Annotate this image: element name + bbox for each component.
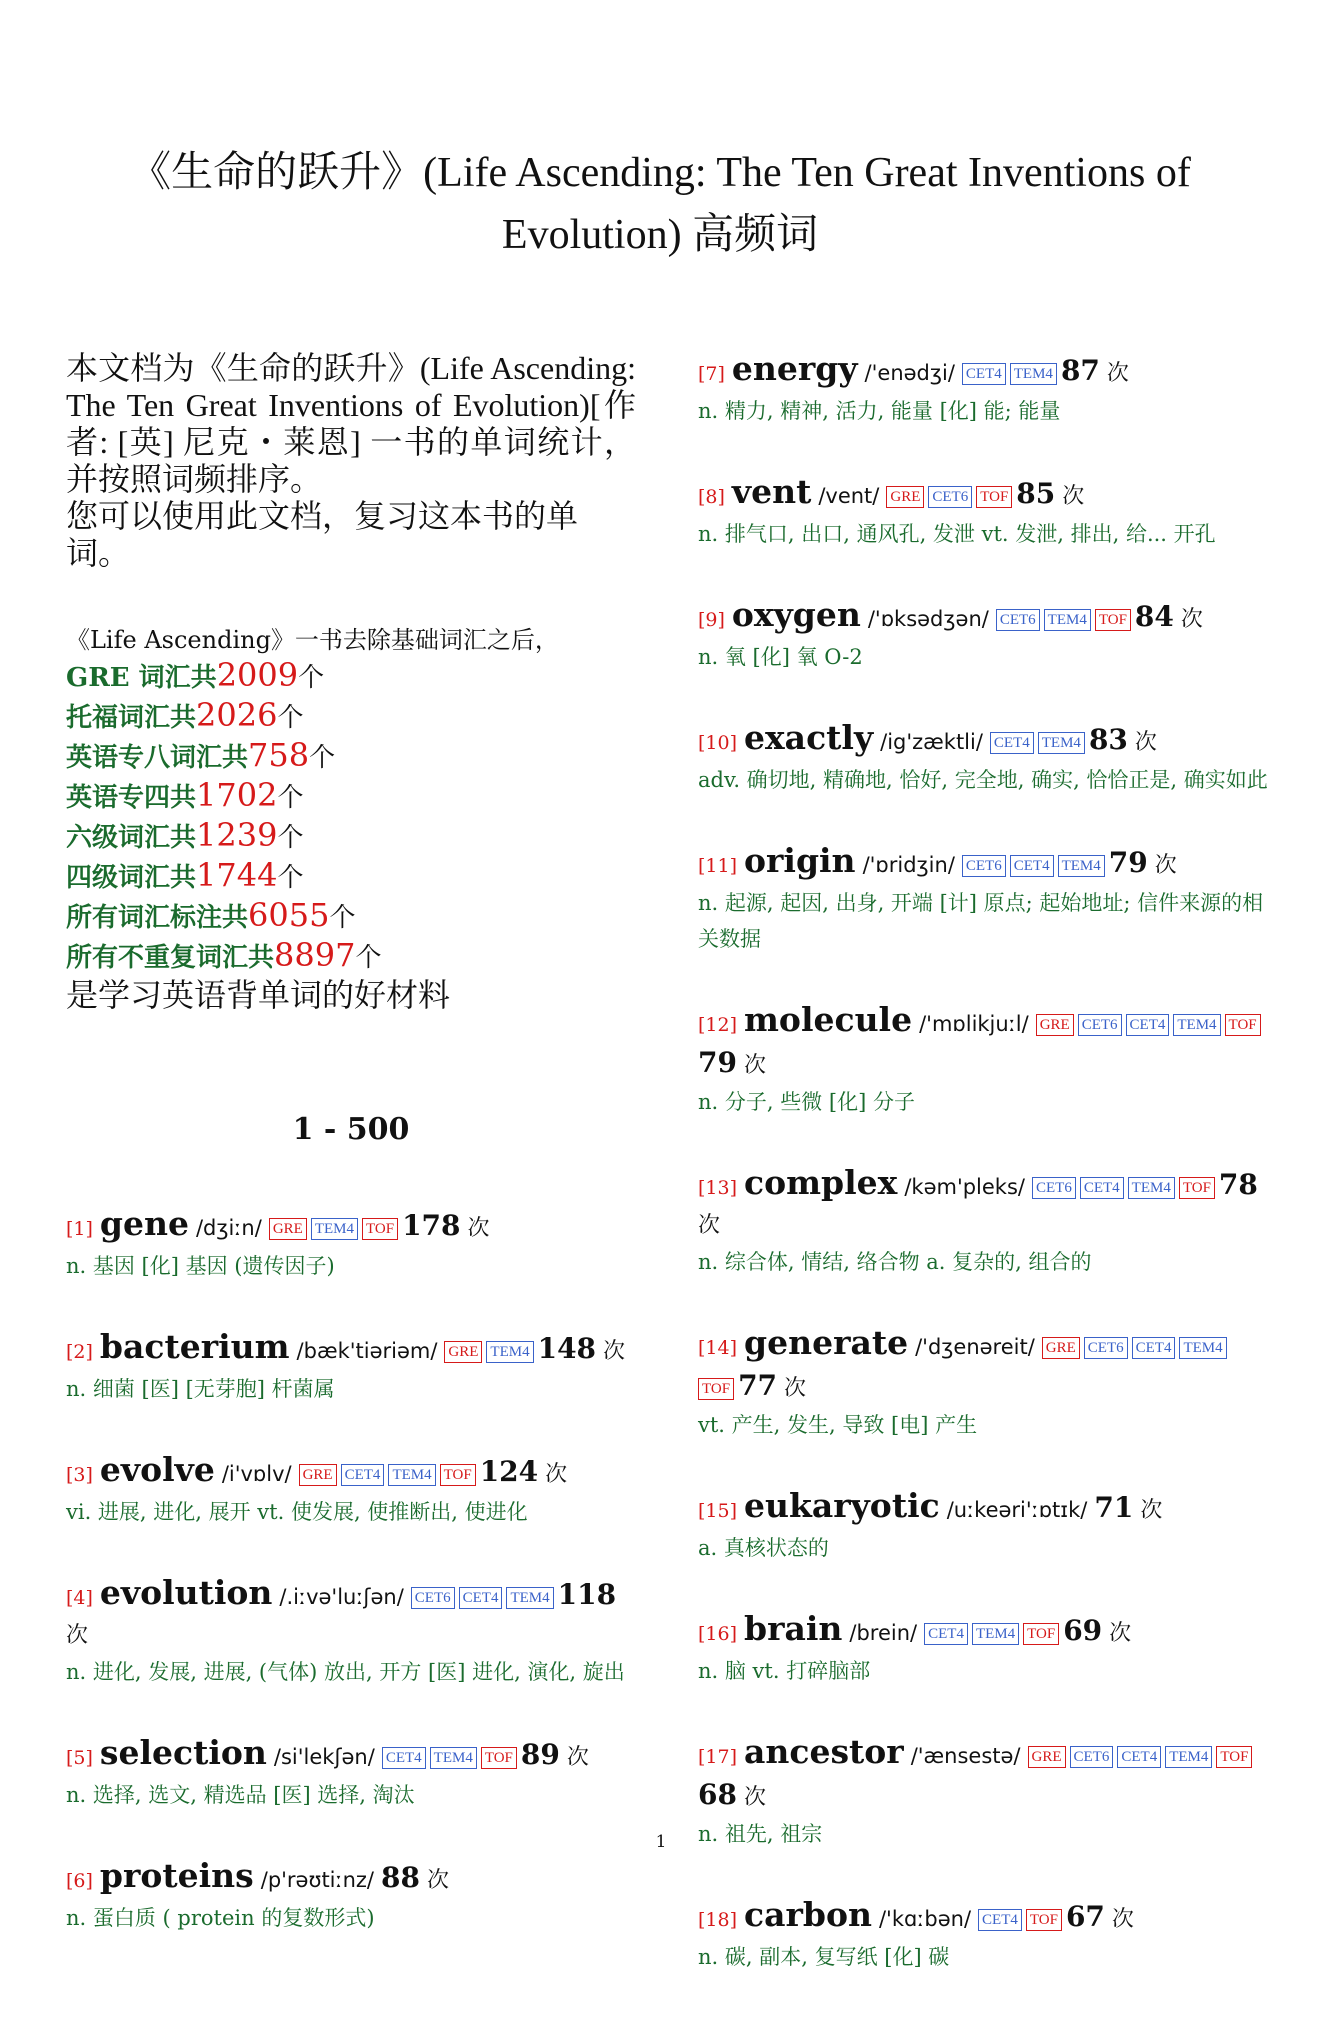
entry-index: [15] (698, 1500, 738, 1522)
entry-definition: adv. 确切地, 精确地, 恰好, 完全地, 确实, 恰恰正是, 确实如此 (698, 768, 1268, 792)
entry-count-unit: 次 (566, 1745, 589, 1770)
stat-value: 8897 (274, 936, 356, 974)
entry-definition: n. 分子, 些微 [化] 分子 (698, 1090, 915, 1114)
entry-count: 67 (1065, 1900, 1105, 1933)
closing-line: 是学习英语背单词的好材料 (66, 977, 451, 1013)
entry-word: carbon (744, 1895, 872, 1934)
word-entry (698, 842, 1270, 957)
word-entry (698, 719, 1270, 798)
exam-tag-cet4: CET4 (1126, 1014, 1170, 1036)
entry-definition: n. 蛋白质 ( protein 的复数形式) (66, 1906, 375, 1930)
word-entry (66, 1574, 636, 1690)
entry-count-unit: 次 (1062, 484, 1085, 509)
exam-tag-gre: GRE (1036, 1014, 1074, 1036)
entry-definition: vi. 进展, 进化, 展开 vt. 使发展, 使推断出, 使进化 (66, 1500, 528, 1524)
entry-head (66, 1451, 636, 1494)
exam-tag-tof: TOF (1216, 1746, 1252, 1768)
entry-head (698, 1733, 1270, 1816)
entry-word: gene (99, 1204, 189, 1243)
entry-head (66, 1857, 636, 1900)
range-heading: 1 - 500 (292, 1112, 410, 1147)
entry-word: evolution (99, 1573, 273, 1612)
stat-value: 758 (248, 736, 310, 774)
stat-row (66, 857, 636, 897)
stat-label: 托福词汇共 (66, 703, 197, 733)
word-entry (698, 1001, 1270, 1120)
exam-tag-gre: GRE (299, 1464, 337, 1486)
entry-definition: n. 祖先, 祖宗 (698, 1822, 823, 1846)
entry-definition: n. 细菌 [医] [无芽胞] 杆菌属 (66, 1377, 335, 1401)
exam-tag-tof: TOF (1095, 609, 1131, 631)
entry-count-unit: 次 (467, 1216, 490, 1241)
entry-head (698, 1001, 1270, 1084)
word-entry (66, 1734, 636, 1813)
exam-tag-cet4: CET4 (1010, 855, 1054, 877)
entry-count-unit: 次 (1140, 1498, 1163, 1523)
entry-index: [2] (66, 1341, 93, 1363)
stat-row (66, 697, 636, 737)
entry-index: [1] (66, 1218, 93, 1240)
entry-count: 88 (381, 1861, 420, 1894)
entry-index: [6] (66, 1870, 93, 1892)
exam-tag-tem4: TEM4 (1179, 1337, 1226, 1359)
entry-definition: n. 氧 [化] 氧 O-2 (698, 645, 863, 669)
entry-head (66, 1574, 636, 1654)
exam-tag-tem4: TEM4 (1010, 363, 1057, 385)
exam-tag-cet4: CET4 (962, 363, 1006, 385)
entry-head (698, 1610, 1270, 1653)
entry-phonetic: /kəm'pleks/ (904, 1175, 1025, 1199)
entry-head (66, 1205, 636, 1248)
stat-row (66, 937, 636, 977)
exam-tag-cet6: CET6 (1070, 1746, 1114, 1768)
exam-tag-cet4: CET4 (1117, 1746, 1161, 1768)
exam-tag-tof: TOF (440, 1464, 476, 1486)
stat-row (66, 737, 636, 777)
entry-definition: n. 精力, 精神, 活力, 能量 [化] 能; 能量 (698, 399, 1061, 423)
exam-tag-gre: GRE (1042, 1337, 1080, 1359)
entry-index: [8] (698, 486, 725, 508)
exam-tag-cet4: CET4 (1132, 1337, 1176, 1359)
stat-row (66, 817, 636, 857)
stat-row (66, 777, 636, 817)
stat-value: 1744 (196, 856, 278, 894)
entry-word: origin (744, 841, 856, 880)
entry-phonetic: /'enədʒi/ (864, 361, 955, 385)
entry-definition: n. 选择, 选文, 精选品 [医] 选择, 淘汰 (66, 1783, 415, 1807)
entry-count-unit: 次 (1109, 1621, 1132, 1646)
exam-tag-tof: TOF (976, 486, 1012, 508)
exam-tag-gre: GRE (269, 1218, 307, 1240)
entry-index: [17] (698, 1746, 738, 1768)
entry-count: 84 (1134, 600, 1174, 633)
entry-index: [5] (66, 1747, 93, 1769)
entry-count-unit: 次 (1106, 361, 1129, 386)
entry-count-unit: 次 (426, 1868, 449, 1893)
word-entry (698, 1324, 1270, 1443)
word-list-right (698, 350, 1270, 1975)
word-entry (66, 1205, 636, 1284)
entry-count: 83 (1088, 723, 1128, 756)
entry-index: [11] (698, 855, 738, 877)
entry-head (698, 473, 1270, 516)
entry-word: brain (744, 1609, 843, 1648)
entry-phonetic: /'dʒenəreit/ (915, 1335, 1035, 1359)
stat-unit: 个 (329, 903, 356, 933)
entry-word: oxygen (731, 595, 861, 634)
entry-count: 178 (402, 1209, 461, 1242)
stat-unit: 个 (277, 703, 304, 733)
stat-row (66, 897, 636, 937)
entry-phonetic: /dʒiːn/ (195, 1216, 262, 1240)
entry-count: 69 (1063, 1614, 1103, 1647)
exam-tag-tof: TOF (1225, 1014, 1261, 1036)
entry-phonetic: /bæk'tiəriəm/ (296, 1339, 438, 1363)
entry-phonetic: /si'lekʃən/ (273, 1745, 375, 1769)
entry-phonetic: /'ɒridʒin/ (862, 853, 955, 877)
stat-unit: 个 (355, 943, 382, 973)
entry-head (698, 1487, 1270, 1530)
entry-phonetic: /'kɑːbən/ (878, 1907, 972, 1931)
word-entry (66, 1328, 636, 1407)
entry-count: 68 (698, 1778, 737, 1811)
exam-tag-tof: TOF (1023, 1623, 1059, 1645)
entry-phonetic: /p'rəʊtiːnz/ (260, 1868, 375, 1892)
word-entry (698, 350, 1270, 429)
entry-index: [13] (698, 1177, 738, 1199)
entry-definition: n. 综合体, 情结, 络合物 a. 复杂的, 组合的 (698, 1250, 1092, 1274)
entry-word: ancestor (744, 1732, 904, 1771)
exam-tag-cet6: CET6 (962, 855, 1006, 877)
entry-count-unit: 次 (66, 1623, 89, 1648)
stat-label: 六级词汇共 (66, 823, 197, 853)
entry-phonetic: /.iːvə'luːʃən/ (279, 1585, 404, 1609)
exam-tag-cet6: CET6 (928, 486, 972, 508)
stat-unit: 个 (277, 863, 304, 893)
stat-value: 6055 (248, 896, 330, 934)
entry-word: eukaryotic (744, 1486, 940, 1525)
entry-index: [7] (698, 363, 725, 385)
exam-tag-cet4: CET4 (341, 1464, 385, 1486)
stat-unit: 个 (277, 823, 304, 853)
word-entry (698, 1164, 1270, 1280)
entry-count-unit: 次 (743, 1053, 766, 1078)
exam-tag-tem4: TEM4 (1044, 609, 1091, 631)
entry-count: 79 (1108, 846, 1148, 879)
stat-label: 所有词汇标注共 (66, 903, 249, 933)
entry-index: [10] (698, 732, 738, 754)
stat-label: 所有不重复词汇共 (66, 943, 275, 973)
word-entry (698, 1896, 1270, 1975)
entry-word: selection (99, 1733, 267, 1772)
entry-definition: n. 进化, 发展, 进展, (气体) 放出, 开方 [医] 进化, 演化, 旋出 (66, 1660, 625, 1684)
exam-tag-gre: GRE (886, 486, 924, 508)
stat-value: 1239 (196, 816, 278, 854)
word-entry (66, 1451, 636, 1530)
stat-label: 英语专八词汇共 (66, 743, 249, 773)
exam-tag-tem4: TEM4 (388, 1464, 435, 1486)
entry-head (698, 596, 1270, 639)
exam-tag-tem4: TEM4 (486, 1341, 533, 1363)
entry-word: complex (744, 1163, 898, 1202)
exam-tag-tof: TOF (1179, 1177, 1215, 1199)
entry-word: bacterium (99, 1327, 290, 1366)
stat-unit: 个 (298, 663, 325, 693)
stat-label: 英语专四共 (66, 783, 197, 813)
exam-tag-cet4: CET4 (924, 1623, 968, 1645)
word-entry (698, 473, 1270, 552)
exam-tag-tem4: TEM4 (1058, 855, 1105, 877)
entry-head (698, 350, 1270, 393)
word-entry (698, 596, 1270, 675)
entry-definition: n. 排气口, 出口, 通风孔, 发泄 vt. 发泄, 排出, 给... 开孔 (698, 522, 1216, 546)
exam-tag-tem4: TEM4 (1165, 1746, 1212, 1768)
exam-tag-gre: GRE (1028, 1746, 1066, 1768)
entry-phonetic: /'mɒlikjuːl/ (919, 1012, 1029, 1036)
exam-tag-cet6: CET6 (1032, 1177, 1076, 1199)
entry-phonetic: /brein/ (849, 1621, 918, 1645)
entry-count-unit: 次 (1111, 1907, 1134, 1932)
entry-count: 78 (1218, 1168, 1258, 1201)
exam-tag-tof: TOF (362, 1218, 398, 1240)
entry-word: exactly (744, 718, 874, 757)
entry-word: vent (731, 472, 812, 511)
exam-tag-tem4: TEM4 (1173, 1014, 1220, 1036)
exam-tag-tem4: TEM4 (1128, 1177, 1175, 1199)
exam-tag-tem4: TEM4 (972, 1623, 1019, 1645)
entry-phonetic: /i'vɒlv/ (221, 1462, 292, 1486)
entry-head (698, 719, 1270, 762)
exam-tag-cet4: CET4 (978, 1909, 1022, 1931)
exam-tag-cet6: CET6 (1084, 1337, 1128, 1359)
entry-word: energy (731, 349, 858, 388)
entry-count: 89 (520, 1738, 560, 1771)
stat-value: 2009 (216, 656, 299, 694)
entry-count: 148 (537, 1332, 597, 1365)
exam-tag-tem4: TEM4 (311, 1218, 358, 1240)
exam-tag-cet4: CET4 (382, 1747, 426, 1769)
stat-row (66, 657, 636, 697)
intro-review-note: 您可以使用此文档，复习这本书的单词。 (66, 498, 579, 571)
entry-count-unit: 次 (603, 1339, 626, 1364)
exam-tag-cet6: CET6 (996, 609, 1040, 631)
entry-word: generate (744, 1323, 909, 1362)
entry-index: [18] (698, 1909, 738, 1931)
left-column (66, 350, 636, 1980)
entry-index: [3] (66, 1464, 93, 1486)
entry-definition: n. 基因 [化] 基因 (遗传因子) (66, 1254, 335, 1278)
exam-tag-tem4: TEM4 (430, 1747, 477, 1769)
entry-count: 85 (1016, 477, 1056, 510)
entry-index: [9] (698, 609, 725, 631)
exam-tag-tem4: TEM4 (506, 1587, 553, 1609)
entry-count-unit: 次 (698, 1213, 721, 1238)
entry-word: proteins (99, 1856, 254, 1895)
exam-tag-cet4: CET4 (1080, 1177, 1124, 1199)
entry-phonetic: /ig'zæktli/ (880, 730, 983, 754)
entry-count: 118 (557, 1578, 617, 1611)
entry-head (698, 1164, 1270, 1244)
entry-count: 71 (1094, 1491, 1134, 1524)
entry-count-unit: 次 (1154, 853, 1177, 878)
stat-unit: 个 (309, 743, 336, 773)
entry-definition: n. 起源, 起因, 出身, 开端 [计] 原点; 起始地址; 信件来源的相关数据 (698, 891, 1264, 951)
exam-tag-cet6: CET6 (1078, 1014, 1122, 1036)
entry-count: 124 (479, 1455, 539, 1488)
entry-definition: vt. 产生, 发生, 导致 [电] 产生 (698, 1413, 978, 1437)
entry-head (66, 1734, 636, 1777)
stat-label: 四级词汇共 (66, 863, 197, 893)
page-number: 1 (655, 1832, 667, 1852)
document-title: 《生命的跃升》(Life Ascending: The Ten Great Inventions of Evolution) 高频词 (129, 150, 1191, 258)
entry-count-unit: 次 (1134, 730, 1157, 755)
entry-count-unit: 次 (1180, 607, 1203, 632)
entry-phonetic: /vent/ (818, 484, 880, 508)
entry-count: 79 (698, 1046, 737, 1079)
word-entry (698, 1610, 1270, 1689)
stats-intro: 《Life Ascending》一书去除基础词汇之后， (66, 626, 559, 654)
entry-head (698, 1324, 1270, 1407)
entry-definition: n. 脑 vt. 打碎脑部 (698, 1659, 871, 1683)
intro-paragraph: 本文档为《生命的跃升》(Life Ascending: The Ten Great Inventions of Evolution)[作者: [英] 尼克・莱恩] 一书的单词统计，并按照词频排序。 (66, 350, 636, 497)
entry-head (698, 842, 1270, 885)
entry-phonetic: /uːkeəri'ːɒtɪk/ (946, 1498, 1088, 1522)
entry-count-unit: 次 (743, 1785, 766, 1810)
entry-phonetic: /'ɒksədʒən/ (867, 607, 989, 631)
entry-head (66, 1328, 636, 1371)
entry-count: 77 (738, 1369, 778, 1402)
entry-definition: n. 碳, 副本, 复写纸 [化] 碳 (698, 1945, 950, 1969)
entry-word: molecule (744, 1000, 913, 1039)
entry-index: [4] (66, 1587, 93, 1609)
stat-value: 1702 (196, 776, 278, 814)
exam-tag-gre: GRE (444, 1341, 482, 1363)
entry-count-unit: 次 (545, 1462, 568, 1487)
entry-word: evolve (99, 1450, 215, 1489)
exam-tag-tof: TOF (1026, 1909, 1062, 1931)
right-column (698, 350, 1270, 2019)
entry-index: [12] (698, 1014, 738, 1036)
exam-tag-tof: TOF (481, 1747, 517, 1769)
entry-index: [16] (698, 1623, 738, 1645)
stat-label: GRE 词汇共 (66, 663, 217, 693)
entry-count: 87 (1060, 354, 1100, 387)
exam-tag-cet4: CET4 (459, 1587, 503, 1609)
word-list-left (66, 1205, 636, 1936)
stat-value: 2026 (196, 696, 278, 734)
word-entry (66, 1857, 636, 1936)
stats-list (66, 657, 636, 977)
entry-count-unit: 次 (784, 1376, 807, 1401)
entry-head (698, 1896, 1270, 1939)
exam-tag-cet6: CET6 (411, 1587, 455, 1609)
entry-definition: a. 真核状态的 (698, 1536, 829, 1560)
word-entry (698, 1487, 1270, 1566)
entry-index: [14] (698, 1337, 738, 1359)
stat-unit: 个 (277, 783, 304, 813)
exam-tag-tof: TOF (698, 1378, 734, 1400)
exam-tag-cet4: CET4 (990, 732, 1034, 754)
entry-phonetic: /'ænsestə/ (910, 1744, 1021, 1768)
exam-tag-tem4: TEM4 (1038, 732, 1085, 754)
